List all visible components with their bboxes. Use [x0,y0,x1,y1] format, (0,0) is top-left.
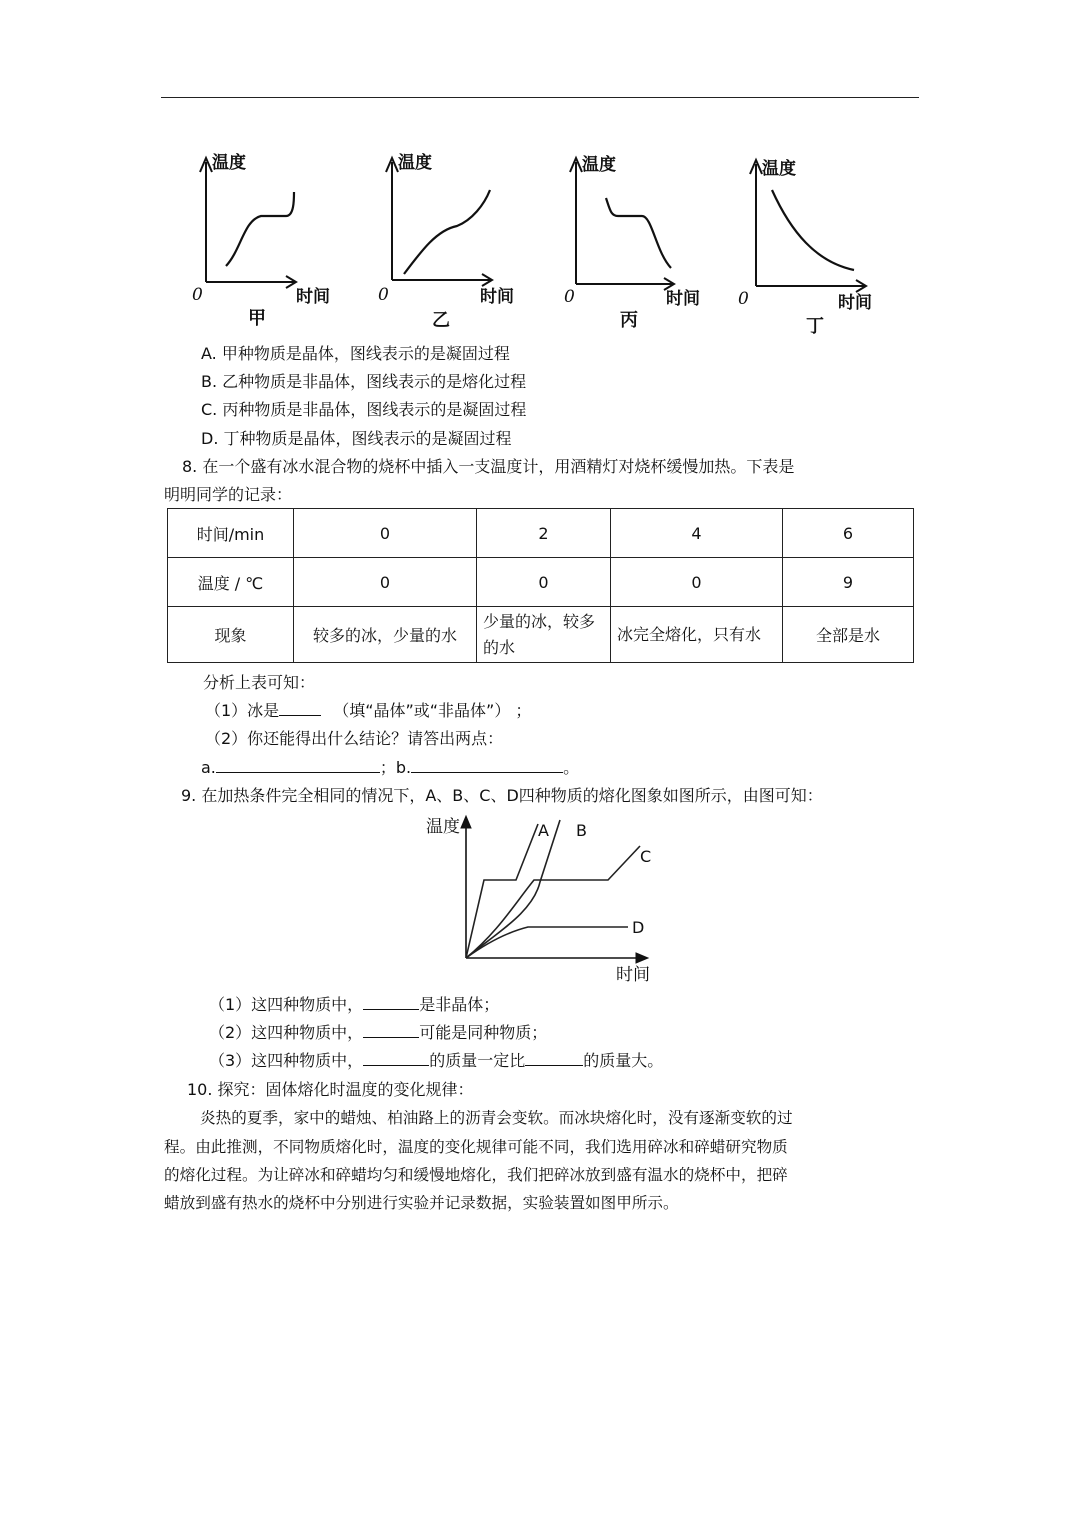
q9-sub1-suffix: 是非晶体； [419,995,500,1014]
q7-option-a: A. 甲种物质是晶体，图线表示的是凝固过程 [201,344,510,363]
q8-sub2: （2）你还能得出什么结论？请答出两点： [205,729,504,748]
table-cell: 4 [611,509,783,558]
q9-sub3-mid: 的质量一定比 [429,1051,526,1070]
xlabel: 时间 [480,287,514,307]
table-cell: 冰完全熔化，只有水 [611,607,783,663]
q9-sub2-suffix: 可能是同种物质； [419,1023,548,1042]
xlabel: 时间 [666,289,700,309]
origin: 0 [564,287,575,307]
ylabel: 温度 [582,155,616,175]
q8-sub1 [205,701,531,721]
curve-jia [226,192,294,266]
graph-name: 丁 [806,316,824,337]
label-b: B [576,821,587,840]
q9-sub3-suffix: 的质量大。 [583,1051,664,1070]
xlabel: 时间 [296,287,330,307]
origin: 0 [192,285,203,305]
answer-blank[interactable] [279,701,321,716]
table-cell: 0 [294,558,477,607]
q10-title: 10. 探究：固体熔化时温度的变化规律： [187,1080,474,1099]
curve-d [466,927,628,958]
graph-bing [556,152,716,337]
table-cell: 6 [783,509,914,558]
ylabel: 温度 [426,817,460,837]
header-cell: 现象 [168,607,294,663]
label-c: C [640,847,652,866]
q8-stem-line2: 明明同学的记录： [164,485,293,504]
table-cell: 少量的冰，较多的水 [477,607,611,663]
q8-analysis: 分析上表可知： [203,673,316,692]
table-cell: 0 [294,509,477,558]
answer-blank[interactable] [363,1023,419,1038]
q9-sub3-prefix: （3）这四种物质中， [209,1051,364,1070]
table-row-phenomenon [168,607,914,663]
graph-name: 丙 [620,310,638,331]
answer-blank[interactable] [363,1051,429,1066]
label-d: D [632,918,645,937]
answer-blank-a[interactable] [216,758,380,773]
q10-line4: 蜡放到盛有热水的烧杯中分别进行实验并记录数据，实验装置如图甲所示。 [164,1194,679,1212]
q8-stem-line1: 8. 在一个盛有冰水混合物的烧杯中插入一支温度计，用酒精灯对烧杯缓慢加热。下表是 [182,457,795,476]
graph-name: 乙 [432,310,450,331]
answer-blank[interactable] [525,1051,583,1066]
curve-a [466,824,538,958]
ylabel: 温度 [398,153,432,173]
table-cell: 0 [477,558,611,607]
table-cell: 0 [611,558,783,607]
answer-blank[interactable] [363,995,419,1010]
graph-jia [186,150,346,335]
xlabel: 时间 [616,965,650,985]
label-a: a. [201,758,216,777]
origin: 0 [378,285,389,305]
origin: 0 [738,289,749,309]
q10-line3: 的熔化过程。为让碎冰和碎蜡均匀和缓慢地熔化，我们把碎冰放到盛有温水的烧杯中，把碎 [164,1166,788,1184]
header-rule [161,97,919,98]
header-cell: 温度 / ℃ [168,558,294,607]
end-mark: 。 [563,758,580,777]
label-a: A [538,821,549,840]
q8-sub1-suffix: （填“晶体”或“非晶体”） ； [333,701,532,720]
xlabel: 时间 [838,293,872,313]
label-b: ；b. [379,758,412,777]
graph-abcd [418,812,668,987]
table-cell: 全部是水 [783,607,914,663]
answer-blank-b[interactable] [411,758,563,773]
graph-yi [372,150,532,335]
q10-line2: 程。由此推测，不同物质熔化时，温度的变化规律可能不同，我们选用碎冰和碎蜡研究物质 [164,1138,788,1156]
header-cell: 时间/min [168,509,294,558]
table-cell: 较多的冰，少量的水 [294,607,477,663]
table-row-temp [168,558,914,607]
curve-bing [606,198,671,268]
q9-sub2 [209,1023,547,1043]
q8-sub-ab [201,758,579,778]
table-row-time [168,509,914,558]
q9-sub3 [209,1051,663,1071]
curve-ding [772,190,854,270]
q9-stem: 9. 在加热条件完全相同的情况下，A、B、C、D四种物质的熔化图象如图所示，由图可知： [181,786,823,805]
ylabel: 温度 [212,153,246,173]
q9-sub1-prefix: （1）这四种物质中， [209,995,364,1014]
curve-yi [404,190,490,274]
record-table [167,508,914,663]
table-cell: 9 [783,558,914,607]
q7-option-b: B. 乙种物质是非晶体，图线表示的是熔化过程 [201,372,527,391]
q10-line1: 炎热的夏季，家中的蜡烛、柏油路上的沥青会变软。而冰块熔化时，没有逐渐变软的过 [200,1109,793,1127]
q8-sub1-prefix: （1）冰是 [205,701,280,720]
q7-option-d: D. 丁种物质是晶体，图线表示的是凝固过程 [201,429,512,448]
graph-ding [736,152,896,337]
q9-sub2-prefix: （2）这四种物质中， [209,1023,364,1042]
q7-option-c: C. 丙种物质是非晶体，图线表示的是凝固过程 [201,400,527,419]
table-cell: 2 [477,509,611,558]
graph-name: 甲 [248,308,266,329]
ylabel: 温度 [762,159,796,179]
q9-sub1 [209,995,499,1015]
curve-b [466,820,560,958]
